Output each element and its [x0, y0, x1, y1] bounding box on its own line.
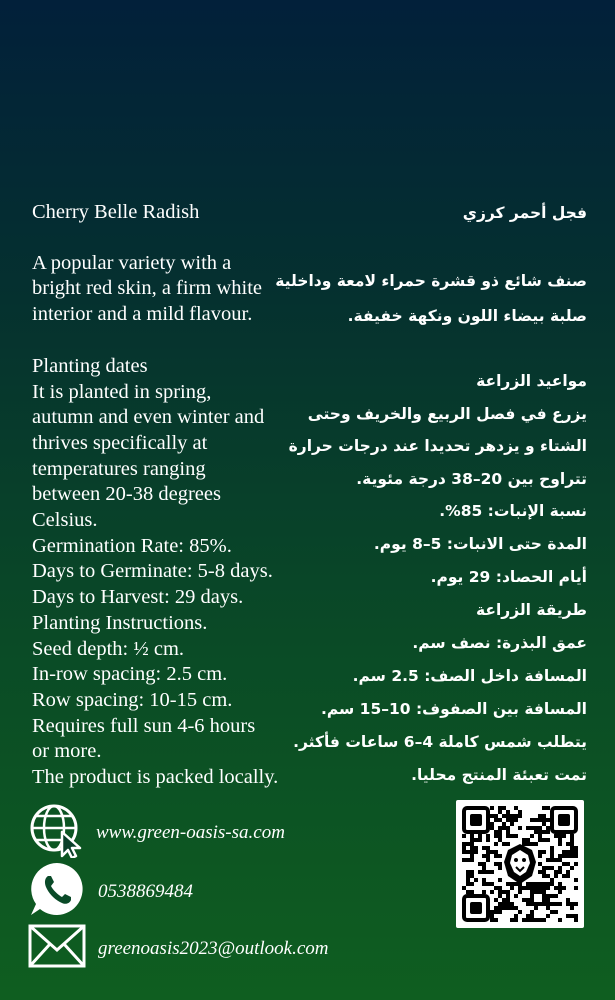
english-detail-line: Seed depth: ½ cm.	[32, 637, 185, 660]
english-detail-line: In-row spacing: 2.5 cm.	[32, 663, 228, 686]
english-detail-line: or more.	[32, 740, 102, 763]
qr-lion-logo	[504, 844, 536, 884]
english-title: Cherry Belle Radish	[32, 201, 200, 223]
website-row[interactable]	[28, 802, 285, 863]
arabic-detail-line: طريقة الزراعة	[475, 601, 587, 619]
globe-cursor-icon	[28, 802, 84, 863]
arabic-detail-line: المسافة بين الصفوف: 10–15 سم.	[320, 700, 587, 718]
english-detail-line: Planting dates	[32, 354, 148, 377]
english-description-line: A popular variety with a	[32, 251, 232, 274]
arabic-description-line: صلبة بيضاء اللون ونكهة خفيفة.	[347, 307, 587, 325]
arabic-description-line: صنف شائع ذو قشرة حمراء لامعة وداخلية	[275, 272, 587, 290]
english-detail-line: Days to Harvest: 29 days.	[32, 586, 244, 609]
english-detail-line: Planting Instructions.	[32, 611, 208, 634]
english-detail-line: The product is packed locally.	[32, 766, 279, 789]
english-details	[32, 354, 317, 791]
email-row[interactable]	[28, 924, 329, 973]
arabic-title: فجل أحمر كرزي	[462, 204, 587, 222]
arabic-detail-line: المسافة داخل الصف: 2.5 سم.	[352, 667, 587, 685]
english-description-line: bright red skin, a firm white	[32, 277, 263, 300]
arabic-detail-line: الشتاء و يزدهر تحديدا عند درجات حرارة	[288, 437, 587, 455]
english-detail-line: between 20-38 degrees	[32, 483, 221, 506]
phone-row[interactable]	[28, 860, 193, 923]
english-detail-line: autumn and even winter and	[32, 406, 265, 429]
arabic-detail-line: أيام الحصاد: 29 يوم.	[430, 568, 587, 586]
arabic-detail-line: يزرع في فصل الربيع والخريف وحتى	[307, 405, 587, 423]
english-detail-line: temperatures ranging	[32, 457, 206, 480]
whatsapp-icon	[28, 860, 86, 923]
arabic-detail-line: عمق البذرة: نصف سم.	[412, 634, 587, 652]
envelope-icon	[28, 924, 86, 973]
email-address[interactable]: greenoasis2023@outlook.com	[98, 937, 329, 959]
arabic-detail-line: تمت تعبئة المنتج محليا.	[411, 766, 587, 784]
website-link[interactable]: www.green-oasis-sa.com	[96, 821, 285, 843]
english-detail-line: Celsius.	[32, 509, 98, 532]
arabic-detail-line: المدة حتى الانبات: 5–8 يوم.	[373, 535, 587, 553]
english-detail-line: Germination Rate: 85%.	[32, 534, 232, 557]
arabic-detail-line: مواعيد الزراعة	[476, 372, 587, 390]
qr-code[interactable]	[456, 800, 584, 928]
english-description-line: interior and a mild flavour.	[32, 303, 253, 326]
english-detail-line: Requires full sun 4-6 hours	[32, 714, 256, 737]
arabic-detail-line: نسبة الإنبات: 85%.	[439, 502, 587, 520]
english-detail-line: Row spacing: 10-15 cm.	[32, 688, 233, 711]
english-detail-line: thrives specifically at	[32, 431, 208, 454]
arabic-detail-line: يتطلب شمس كاملة 4–6 ساعات فأكثر.	[293, 733, 587, 751]
english-detail-line: Days to Germinate: 5-8 days.	[32, 560, 273, 583]
phone-number[interactable]: 0538869484	[98, 880, 193, 902]
qr-code-image	[456, 800, 584, 928]
arabic-detail-line: تتراوح بين 20–38 درجة مئوية.	[356, 470, 587, 488]
english-detail-line: It is planted in spring,	[32, 380, 212, 403]
